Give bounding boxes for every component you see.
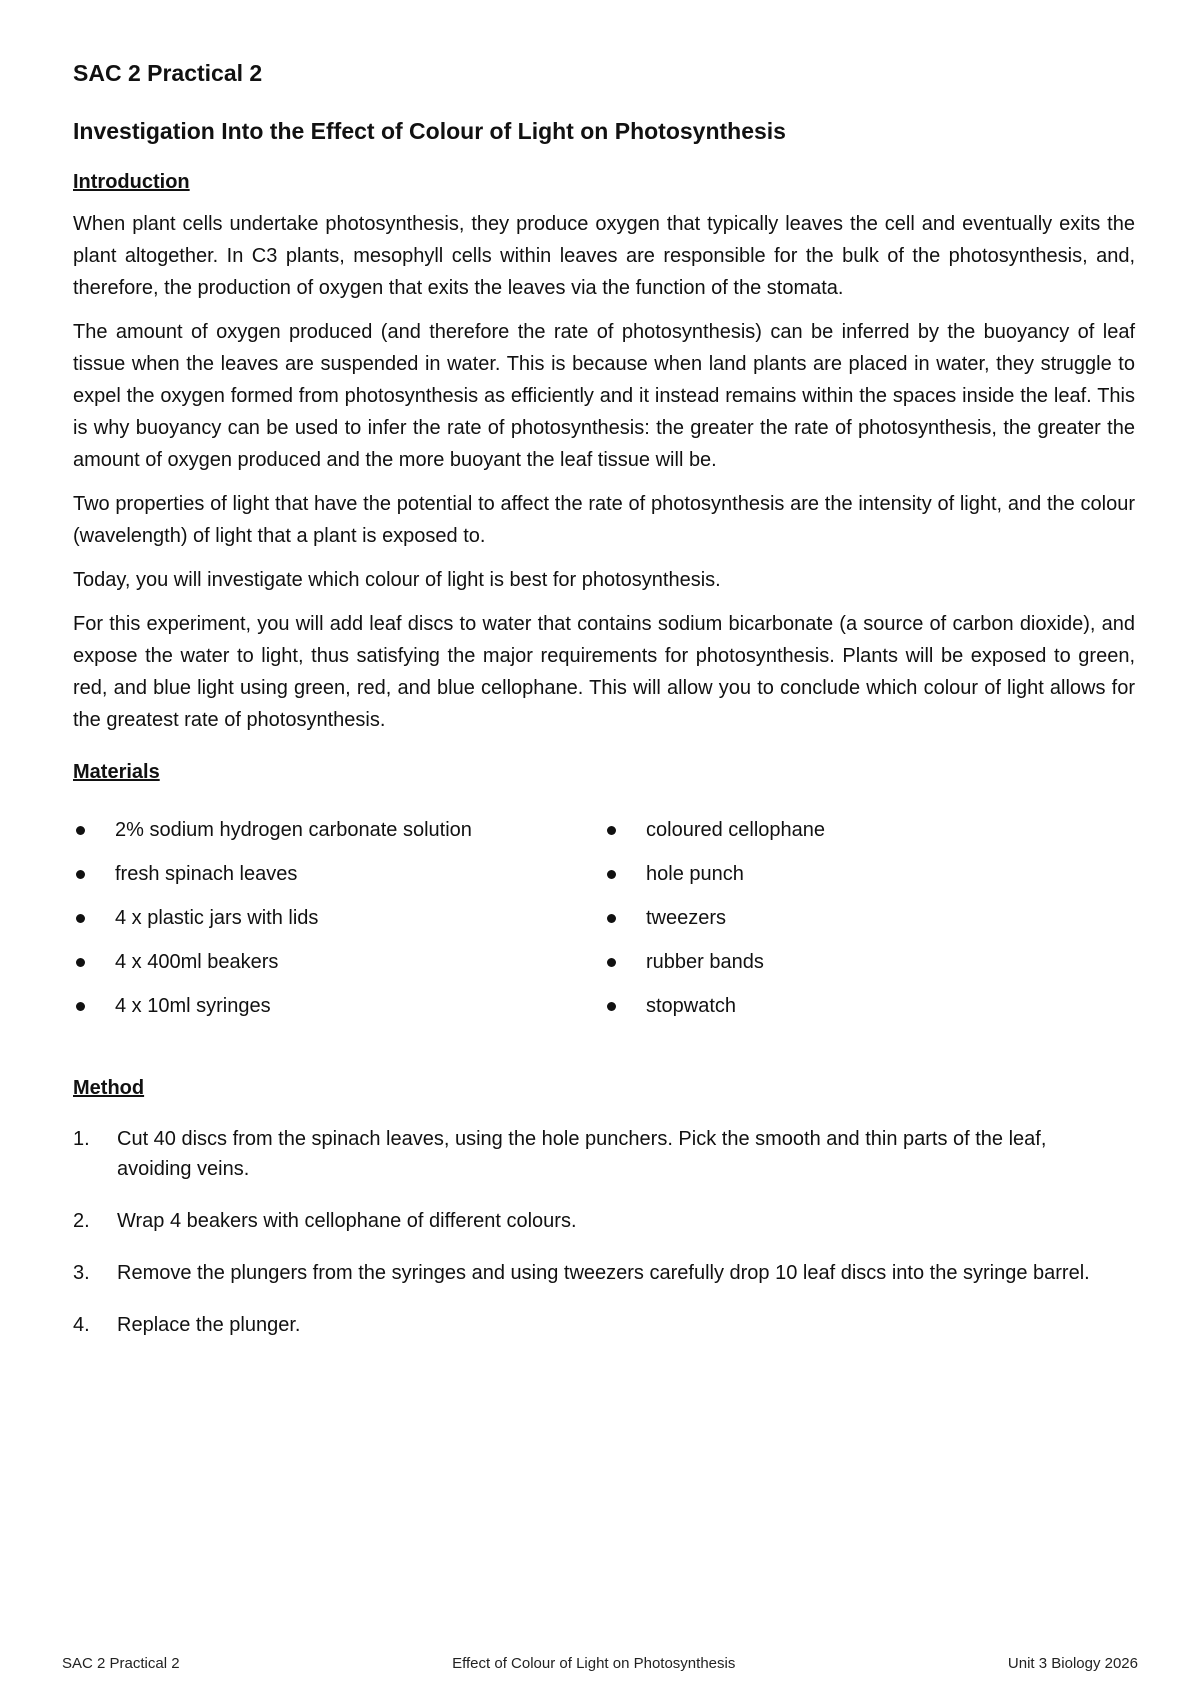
list-item: fresh spinach leaves: [73, 852, 604, 896]
list-item: stopwatch: [604, 984, 1135, 1028]
bullet-icon: [76, 914, 85, 923]
materials-list: [73, 808, 1135, 1028]
list-item: 2% sodium hydrogen carbonate solution: [73, 808, 604, 852]
bullet-icon: [76, 958, 85, 967]
footer-right: Unit 3 Biology 2026: [1007, 1655, 1138, 1672]
footer-left: SAC 2 Practical 2: [62, 1655, 180, 1672]
method-section: [73, 1074, 1135, 1340]
footer-center: Effect of Colour of Light on Photosynthesis: [452, 1655, 736, 1672]
list-item: tweezers: [604, 896, 1135, 940]
materials-column-left: [73, 808, 604, 1028]
materials-section: [73, 758, 1135, 1028]
list-item: 4 x plastic jars with lids: [73, 896, 604, 940]
page-footer: [62, 1655, 1138, 1672]
list-item: rubber bands: [604, 940, 1135, 984]
method-step: 2. Wrap 4 beakers with cellophane of different colours.: [73, 1210, 577, 1232]
list-item: hole punch: [604, 852, 1135, 896]
list-item: coloured cellophane: [604, 808, 1135, 852]
intro-paragraph-5: For this experiment, you will add leaf discs to water that contains sodium bicarbonate (a source of carbon dioxide), and expose the water to light, thus satisfying the major requirements for photosynthesis. Plants will be exposed to green, red, and blue light using green, red, and blue cellophane. This will allow you to conclude which colour of light allows for the greatest rate of photosynthesis.: [73, 613, 1135, 731]
bullet-icon: [607, 870, 616, 879]
document-page: [73, 58, 1135, 1362]
method-step: 1. Cut 40 discs from the spinach leaves, using the hole punchers. Pick the smooth and thin parts of the leaf, avoiding veins.: [73, 1128, 1047, 1180]
bullet-icon: [607, 1002, 616, 1011]
list-item: 4 x 400ml beakers: [73, 940, 604, 984]
list-item: 4 x 10ml syringes: [73, 984, 604, 1028]
intro-paragraph-1: When plant cells undertake photosynthesis, they produce oxygen that typically leaves the cell and eventually exits the plant altogether. In C3 plants, mesophyll cells within leaves are responsible for the bulk of the photosynthesis, and, therefore, the production of oxygen that exits the leaves via the function of the stomata.: [73, 213, 1135, 299]
introduction-section: [73, 168, 1135, 736]
intro-paragraph-4: Today, you will investigate which colour of light is best for photosynthesis.: [73, 569, 721, 591]
method-step: 4. Replace the plunger.: [73, 1314, 301, 1336]
intro-paragraph-3: Two properties of light that have the potential to affect the rate of photosynthesis are the intensity of light, and the colour (wavelength) of light that a plant is exposed to.: [73, 493, 1135, 547]
bullet-icon: [607, 914, 616, 923]
bullet-icon: [607, 958, 616, 967]
materials-heading: Materials: [73, 761, 160, 783]
bullet-icon: [607, 826, 616, 835]
document-title: SAC 2 Practical 2: [73, 60, 263, 86]
intro-paragraph-2: The amount of oxygen produced (and therefore the rate of photosynthesis) can be inferred by the buoyancy of leaf tissue when the leaves are suspended in water. This is because when land plants are placed in water, they struggle to expel the oxygen formed from photosynthesis as efficiently and it instead remains within the spaces inside the leaf. This is why buoyancy can be used to infer the rate of photosynthesis: the greater the rate of photosynthesis, the greater the amount of oxygen produced and the more buoyant the leaf tissue will be.: [73, 321, 1135, 471]
bullet-icon: [76, 1002, 85, 1011]
document-subtitle: Investigation Into the Effect of Colour of Light on Photosynthesis: [73, 118, 786, 144]
bullet-icon: [76, 870, 85, 879]
method-steps: [73, 1124, 1135, 1340]
method-step: 3. Remove the plungers from the syringes and using tweezers carefully drop 10 leaf discs into the syringe barrel.: [73, 1262, 1090, 1284]
materials-column-right: [604, 808, 1135, 1028]
bullet-icon: [76, 826, 85, 835]
method-heading: Method: [73, 1077, 145, 1099]
introduction-heading: Introduction: [73, 171, 190, 193]
